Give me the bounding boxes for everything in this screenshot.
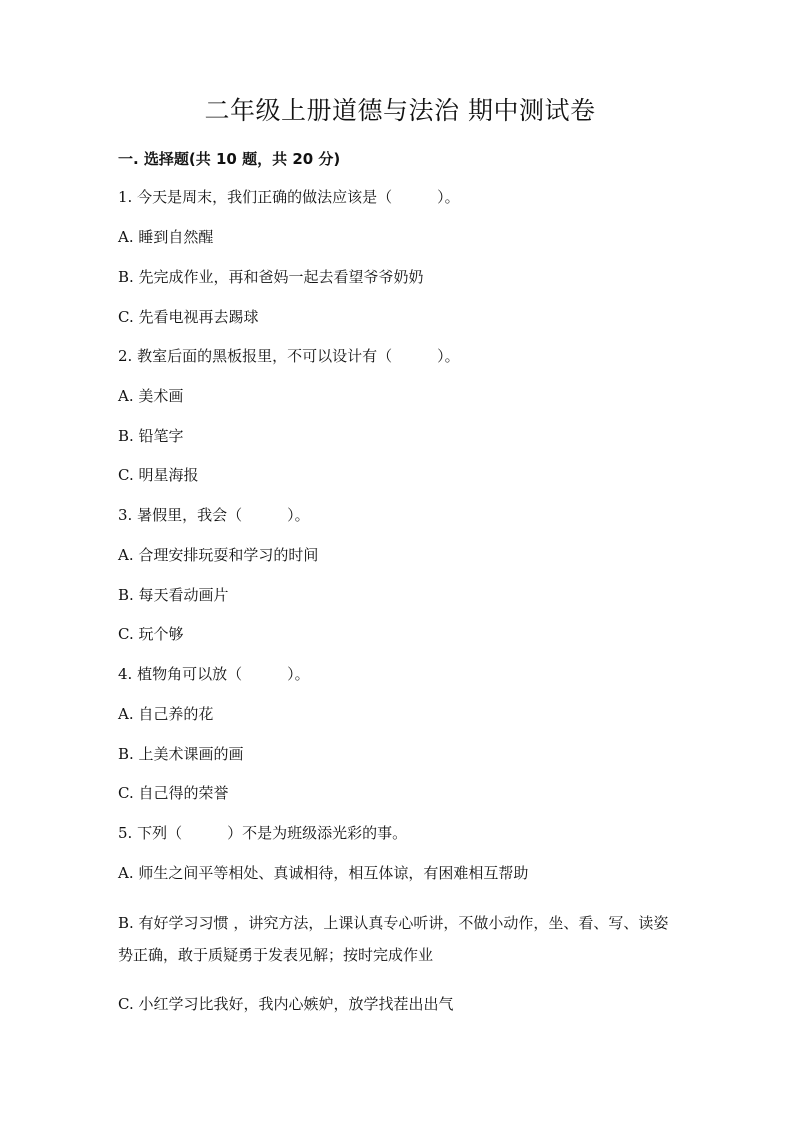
question-5-option-b: B. 有好学习习惯 ，讲究方法，上课认真专心听讲，不做小动作，坐、看、写、读姿势正确，敢于质疑勇于发表见解；按时完成作业 [118,914,669,964]
question-5-option-c: C. 小红学习比我好，我内心嫉妒，放学找茬出出气 [118,995,454,1013]
question-stem-1: 1. 今天是周末，我们正确的做法应该是（ ）。 [118,188,460,206]
question-3-option-b: B. 每天看动画片 [118,586,229,604]
question-3-option-c: C. 玩个够 [118,625,184,643]
question-4-option-b: B. 上美术课画的画 [118,745,244,763]
question-2-option-c: C. 明星海报 [118,466,199,484]
question-1-option-a: A. 睡到自然醒 [118,228,214,246]
question-stem-5: 5. 下列（ ）不是为班级添光彩的事。 [118,824,408,842]
question-stem-4: 4. 植物角可以放（ ）。 [118,665,310,683]
question-5-option-a: A. 师生之间平等相处、真诚相待，相互体谅，有困难相互帮助 [118,864,529,882]
page-title: 二年级上册道德与法治 期中测试卷 [204,96,596,125]
question-1-option-b: B. 先完成作业，再和爸妈一起去看望爷爷奶奶 [118,268,424,286]
question-2-option-a: A. 美术画 [118,387,184,405]
question-4-option-c: C. 自己得的荣誉 [118,784,229,802]
question-stem-3: 3. 暑假里，我会（ ）。 [118,506,310,524]
question-4-option-a: A. 自己养的花 [118,705,214,723]
section-heading: 一. 选择题(共 10 题，共 20 分) [118,150,341,168]
question-3-option-a: A. 合理安排玩耍和学习的时间 [118,546,319,564]
question-2-option-b: B. 铅笔字 [118,427,184,445]
question-stem-2: 2. 教室后面的黑板报里，不可以设计有（ ）。 [118,347,460,365]
question-1-option-c: C. 先看电视再去踢球 [118,308,259,326]
